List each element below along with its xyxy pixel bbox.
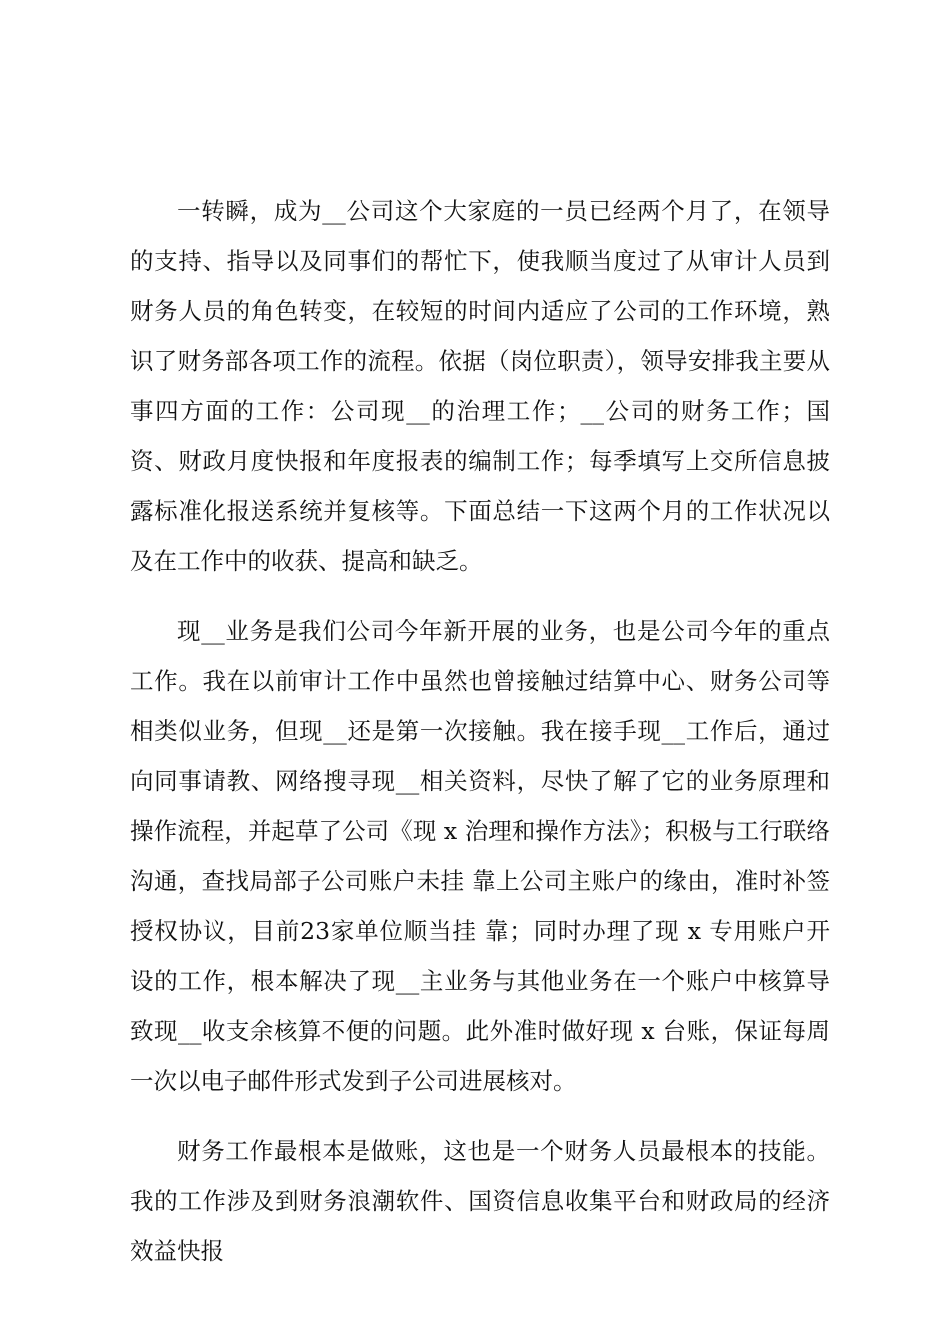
paragraph-intro: 一转瞬，成为__公司这个大家庭的一员已经两个月了，在领导的支持、指导以及同事们的帮忙下，使我顺当度过了从审计人员到财务人员的角色转变，在较短的时间内适应了公司的工作环境，熟识了财务部各项工作的流程。依据（岗位职责），领导安排我主要从事四方面的工作：公司现__的治理工作；__公司的财务工作；国资、财政月度快报和年度报表的编制工作；每季填写上交所信息披露标准化报送系统并复核等。下面总结一下这两个月的工作状况以及在工作中的收获、提高和缺乏。 [130,197,830,575]
paragraph-accounting: 财务工作最根本是做账，这也是一个财务人员最根本的技能。我的工作涉及到财务浪潮软件、国资信息收集平台和财政局的经济效益快报 [130,1137,830,1265]
paragraph-cash-management: 现__业务是我们公司今年新开展的业务，也是公司今年的重点工作。我在以前审计工作中虽然也曾接触过结算中心、财务公司等相类似业务，但现__还是第一次接触。我在接手现__工作后，通过向同事请教、网络搜寻现__相关资料，尽快了解了它的业务原理和操作流程，并起草了公司《现 x 治理和操作方法》；积极与工行联络沟通，查找局部子公司账户未挂 靠上公司主账户的缘由，准时补签授权协议，目前23家单位顺当挂 靠；同时办理了现 x 专用账户开设的工作，根本解决了现__主业务与其他业务在一个账户中核算导致现__收支余核算不便的问题。此外准时做好现 x 台账，保证每周一次以电子邮件形式发到子公司进展核对。 [130,617,830,1095]
document-page [130,186,830,1276]
